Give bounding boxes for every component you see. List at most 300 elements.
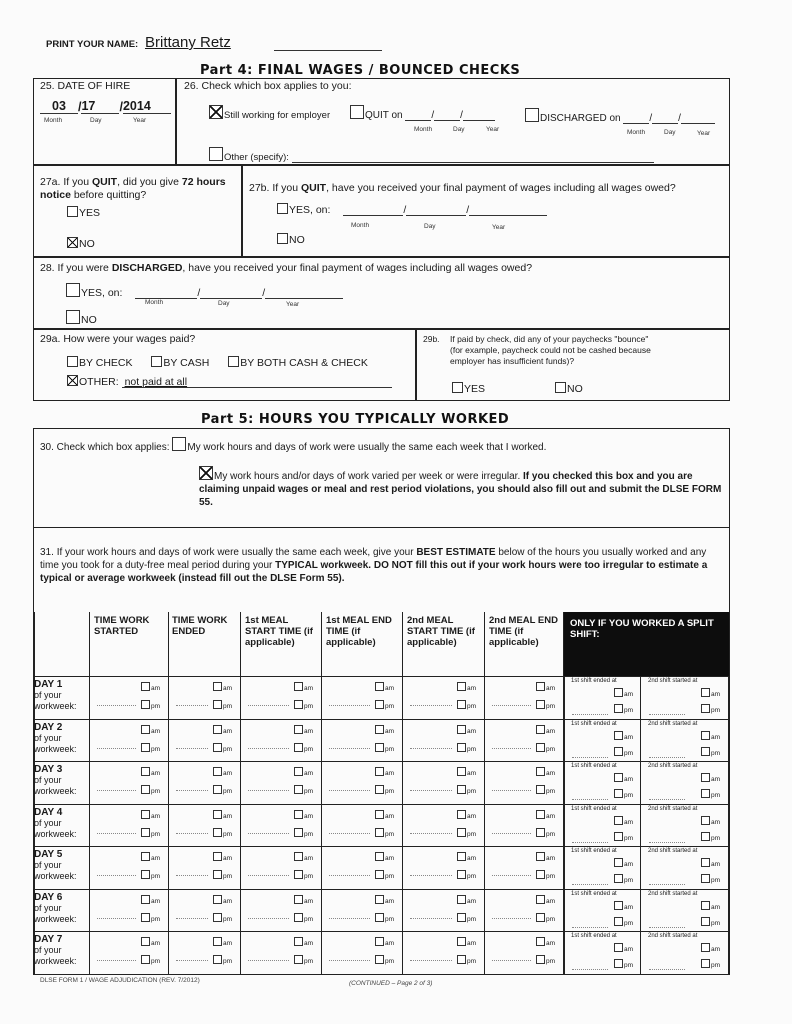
pm-option[interactable]	[141, 785, 160, 797]
by-cash-checkbox[interactable]	[151, 356, 162, 367]
time-input[interactable]	[329, 833, 370, 834]
pm-checkbox[interactable]	[375, 870, 384, 879]
am-checkbox[interactable]	[536, 725, 545, 734]
pm-checkbox[interactable]	[457, 828, 466, 837]
am-checkbox[interactable]	[294, 725, 303, 734]
am-option[interactable]	[294, 937, 313, 949]
pm-option[interactable]	[375, 913, 394, 925]
pm-checkbox[interactable]	[457, 743, 466, 752]
time-input[interactable]	[649, 799, 685, 800]
am-checkbox[interactable]	[375, 937, 384, 946]
pm-option[interactable]	[213, 955, 232, 967]
pm-option[interactable]	[536, 785, 555, 797]
am-option[interactable]	[457, 725, 476, 737]
am-option[interactable]	[294, 810, 313, 822]
pm-option[interactable]	[141, 743, 160, 755]
am-checkbox[interactable]	[614, 773, 623, 782]
discharged-year-field[interactable]	[681, 112, 715, 124]
pm-option[interactable]	[294, 785, 313, 797]
discharged-checkbox[interactable]	[525, 108, 539, 122]
pm-checkbox[interactable]	[375, 955, 384, 964]
pm-option[interactable]	[294, 828, 313, 840]
q26-other[interactable]	[209, 147, 654, 163]
q27a-yes[interactable]	[67, 206, 100, 219]
time-input[interactable]	[176, 918, 208, 919]
time-input[interactable]	[329, 748, 370, 749]
am-checkbox[interactable]	[701, 731, 710, 740]
time-input[interactable]	[649, 757, 685, 758]
am-checkbox[interactable]	[457, 725, 466, 734]
time-input[interactable]	[410, 960, 452, 961]
am-checkbox[interactable]	[375, 767, 384, 776]
pm-checkbox[interactable]	[213, 913, 222, 922]
time-input[interactable]	[248, 875, 289, 876]
discharged-month-field[interactable]	[623, 112, 649, 124]
am-checkbox[interactable]	[536, 810, 545, 819]
am-checkbox[interactable]	[614, 688, 623, 697]
am-checkbox[interactable]	[294, 767, 303, 776]
pm-option[interactable]	[701, 874, 720, 886]
pm-checkbox[interactable]	[457, 785, 466, 794]
time-input[interactable]	[176, 748, 208, 749]
am-checkbox[interactable]	[294, 810, 303, 819]
am-checkbox[interactable]	[701, 816, 710, 825]
am-checkbox[interactable]	[213, 682, 222, 691]
pm-checkbox[interactable]	[457, 870, 466, 879]
pm-option[interactable]	[701, 789, 720, 801]
still-working-checkbox[interactable]	[209, 105, 223, 119]
am-option[interactable]	[141, 937, 160, 949]
by-both-option[interactable]	[228, 357, 368, 369]
other-checkbox[interactable]	[209, 147, 223, 161]
am-option[interactable]	[614, 688, 633, 700]
am-checkbox[interactable]	[141, 810, 150, 819]
am-checkbox[interactable]	[536, 895, 545, 904]
q29b-no[interactable]	[555, 382, 583, 395]
pm-checkbox[interactable]	[701, 874, 710, 883]
time-input[interactable]	[97, 833, 136, 834]
am-checkbox[interactable]	[294, 682, 303, 691]
time-input[interactable]	[492, 875, 531, 876]
pm-option[interactable]	[701, 959, 720, 971]
am-checkbox[interactable]	[701, 901, 710, 910]
pm-checkbox[interactable]	[213, 785, 222, 794]
q26-still-working[interactable]	[209, 105, 330, 121]
am-checkbox[interactable]	[701, 858, 710, 867]
pm-option[interactable]	[141, 700, 160, 712]
am-checkbox[interactable]	[614, 901, 623, 910]
pm-option[interactable]	[614, 917, 633, 929]
pm-checkbox[interactable]	[614, 874, 623, 883]
q27a-yes-checkbox[interactable]	[67, 206, 78, 217]
pm-option[interactable]	[213, 700, 232, 712]
other-paid-checkbox[interactable]	[67, 375, 78, 386]
time-input[interactable]	[176, 875, 208, 876]
pm-option[interactable]	[536, 913, 555, 925]
am-checkbox[interactable]	[213, 725, 222, 734]
am-option[interactable]	[614, 901, 633, 913]
pm-option[interactable]	[536, 743, 555, 755]
am-option[interactable]	[536, 725, 555, 737]
pm-option[interactable]	[536, 955, 555, 967]
am-option[interactable]	[294, 852, 313, 864]
am-checkbox[interactable]	[701, 943, 710, 952]
pm-checkbox[interactable]	[457, 700, 466, 709]
am-option[interactable]	[536, 810, 555, 822]
time-input[interactable]	[176, 790, 208, 791]
am-option[interactable]	[375, 682, 394, 694]
time-input[interactable]	[572, 969, 608, 970]
pm-checkbox[interactable]	[614, 747, 623, 756]
q29a-other[interactable]	[67, 375, 392, 388]
pm-checkbox[interactable]	[614, 789, 623, 798]
time-input[interactable]	[649, 714, 685, 715]
pm-option[interactable]	[294, 870, 313, 882]
pm-option[interactable]	[213, 870, 232, 882]
time-input[interactable]	[492, 833, 531, 834]
time-input[interactable]	[329, 918, 370, 919]
pm-option[interactable]	[294, 700, 313, 712]
time-input[interactable]	[572, 842, 608, 843]
time-input[interactable]	[248, 790, 289, 791]
am-option[interactable]	[375, 767, 394, 779]
time-input[interactable]	[248, 918, 289, 919]
pm-checkbox[interactable]	[701, 959, 710, 968]
time-input[interactable]	[97, 705, 136, 706]
quit-day-field[interactable]	[434, 109, 460, 121]
pm-checkbox[interactable]	[536, 870, 545, 879]
pm-checkbox[interactable]	[294, 785, 303, 794]
q29b-yes[interactable]	[452, 382, 485, 395]
q27b-month-field[interactable]	[343, 204, 403, 216]
pm-checkbox[interactable]	[701, 747, 710, 756]
quit-month-field[interactable]	[405, 109, 431, 121]
q28-yes[interactable]: YES, on: / /	[66, 283, 343, 299]
am-option[interactable]	[213, 767, 232, 779]
pm-option[interactable]	[701, 747, 720, 759]
pm-checkbox[interactable]	[614, 959, 623, 968]
q28-month-field[interactable]	[135, 287, 197, 299]
am-option[interactable]	[701, 901, 720, 913]
time-input[interactable]	[248, 960, 289, 961]
pm-option[interactable]	[213, 828, 232, 840]
pm-option[interactable]	[375, 828, 394, 840]
am-checkbox[interactable]	[375, 852, 384, 861]
time-input[interactable]	[97, 748, 136, 749]
am-option[interactable]	[141, 682, 160, 694]
time-input[interactable]	[248, 833, 289, 834]
pm-option[interactable]	[701, 704, 720, 716]
am-option[interactable]	[614, 773, 633, 785]
pm-option[interactable]	[375, 870, 394, 882]
am-option[interactable]	[614, 858, 633, 870]
am-option[interactable]	[213, 810, 232, 822]
pm-checkbox[interactable]	[375, 785, 384, 794]
pm-checkbox[interactable]	[141, 700, 150, 709]
pm-option[interactable]	[294, 743, 313, 755]
am-option[interactable]	[375, 852, 394, 864]
pm-option[interactable]	[141, 955, 160, 967]
pm-option[interactable]	[375, 743, 394, 755]
other-specify-field[interactable]	[292, 151, 654, 163]
time-input[interactable]	[410, 875, 452, 876]
am-checkbox[interactable]	[141, 682, 150, 691]
pm-checkbox[interactable]	[536, 913, 545, 922]
am-checkbox[interactable]	[294, 852, 303, 861]
time-input[interactable]	[329, 960, 370, 961]
q28-no[interactable]	[66, 310, 97, 326]
other-paid-field[interactable]: not paid at all	[122, 376, 392, 388]
am-checkbox[interactable]	[213, 937, 222, 946]
time-input[interactable]	[410, 918, 452, 919]
time-input[interactable]	[492, 705, 531, 706]
am-checkbox[interactable]	[457, 810, 466, 819]
am-checkbox[interactable]	[701, 688, 710, 697]
pm-checkbox[interactable]	[213, 870, 222, 879]
am-option[interactable]	[213, 682, 232, 694]
q27b-yes-checkbox[interactable]	[277, 203, 288, 214]
q29b-yes-checkbox[interactable]	[452, 382, 463, 393]
pm-checkbox[interactable]	[294, 870, 303, 879]
discharged-day-field[interactable]	[652, 112, 678, 124]
am-option[interactable]	[457, 767, 476, 779]
pm-option[interactable]	[294, 913, 313, 925]
am-checkbox[interactable]	[457, 852, 466, 861]
pm-option[interactable]	[457, 785, 476, 797]
am-option[interactable]	[141, 852, 160, 864]
pm-option[interactable]	[141, 828, 160, 840]
quit-year-field[interactable]	[463, 109, 495, 121]
pm-option[interactable]	[457, 828, 476, 840]
am-checkbox[interactable]	[375, 725, 384, 734]
am-option[interactable]	[536, 937, 555, 949]
pm-checkbox[interactable]	[375, 828, 384, 837]
q29b-no-checkbox[interactable]	[555, 382, 566, 393]
q27b-year-field[interactable]	[469, 204, 547, 216]
am-option[interactable]	[457, 810, 476, 822]
time-input[interactable]	[572, 799, 608, 800]
am-option[interactable]	[536, 852, 555, 864]
pm-checkbox[interactable]	[213, 955, 222, 964]
pm-option[interactable]	[701, 832, 720, 844]
am-checkbox[interactable]	[375, 810, 384, 819]
pm-option[interactable]	[614, 832, 633, 844]
time-input[interactable]	[248, 748, 289, 749]
pm-checkbox[interactable]	[536, 785, 545, 794]
am-checkbox[interactable]	[375, 682, 384, 691]
time-input[interactable]	[97, 875, 136, 876]
pm-option[interactable]	[375, 955, 394, 967]
am-option[interactable]	[701, 773, 720, 785]
am-option[interactable]	[294, 895, 313, 907]
am-checkbox[interactable]	[614, 816, 623, 825]
time-input[interactable]	[492, 918, 531, 919]
time-input[interactable]	[492, 960, 531, 961]
am-option[interactable]	[536, 767, 555, 779]
pm-option[interactable]	[213, 743, 232, 755]
am-option[interactable]	[701, 731, 720, 743]
am-checkbox[interactable]	[141, 937, 150, 946]
time-input[interactable]	[410, 833, 452, 834]
time-input[interactable]	[649, 969, 685, 970]
time-input[interactable]	[97, 960, 136, 961]
pm-checkbox[interactable]	[614, 704, 623, 713]
time-input[interactable]	[572, 884, 608, 885]
by-check-option[interactable]	[67, 357, 133, 369]
am-checkbox[interactable]	[614, 858, 623, 867]
by-check-checkbox[interactable]	[67, 356, 78, 367]
am-checkbox[interactable]	[536, 937, 545, 946]
q30-varied-checkbox[interactable]	[199, 466, 213, 480]
q27a-no[interactable]	[67, 237, 95, 250]
pm-checkbox[interactable]	[701, 704, 710, 713]
hire-day-field[interactable]: 17	[81, 99, 119, 114]
am-checkbox[interactable]	[213, 767, 222, 776]
am-option[interactable]	[614, 943, 633, 955]
pm-checkbox[interactable]	[213, 743, 222, 752]
am-option[interactable]	[375, 810, 394, 822]
pm-option[interactable]	[375, 700, 394, 712]
pm-checkbox[interactable]	[294, 913, 303, 922]
pm-checkbox[interactable]	[141, 913, 150, 922]
time-input[interactable]	[329, 705, 370, 706]
am-option[interactable]	[457, 852, 476, 864]
pm-checkbox[interactable]	[294, 955, 303, 964]
am-checkbox[interactable]	[536, 852, 545, 861]
am-checkbox[interactable]	[536, 682, 545, 691]
time-input[interactable]	[97, 918, 136, 919]
am-checkbox[interactable]	[213, 895, 222, 904]
am-option[interactable]	[701, 816, 720, 828]
pm-option[interactable]	[294, 955, 313, 967]
q28-yes-checkbox[interactable]	[66, 283, 80, 297]
pm-checkbox[interactable]	[701, 789, 710, 798]
am-checkbox[interactable]	[213, 810, 222, 819]
pm-option[interactable]	[614, 874, 633, 886]
q27b-day-field[interactable]	[406, 204, 466, 216]
am-checkbox[interactable]	[141, 725, 150, 734]
q27b-no-checkbox[interactable]	[277, 233, 288, 244]
hire-month-field[interactable]: 03	[40, 99, 78, 114]
am-option[interactable]	[375, 895, 394, 907]
by-both-checkbox[interactable]	[228, 356, 239, 367]
hire-year-field[interactable]: 2014	[123, 99, 171, 114]
am-option[interactable]	[213, 725, 232, 737]
am-option[interactable]	[701, 943, 720, 955]
am-option[interactable]	[375, 725, 394, 737]
pm-checkbox[interactable]	[141, 870, 150, 879]
pm-checkbox[interactable]	[614, 832, 623, 841]
pm-option[interactable]	[457, 913, 476, 925]
time-input[interactable]	[649, 927, 685, 928]
by-cash-option[interactable]	[151, 357, 209, 369]
pm-option[interactable]	[614, 747, 633, 759]
am-option[interactable]	[457, 895, 476, 907]
time-input[interactable]	[248, 705, 289, 706]
q28-day-field[interactable]	[200, 287, 262, 299]
pm-option[interactable]	[457, 700, 476, 712]
time-input[interactable]	[410, 790, 452, 791]
time-input[interactable]	[176, 705, 208, 706]
pm-checkbox[interactable]	[701, 917, 710, 926]
pm-checkbox[interactable]	[375, 913, 384, 922]
am-checkbox[interactable]	[457, 767, 466, 776]
pm-checkbox[interactable]	[536, 955, 545, 964]
print-name-field[interactable]: Brittany Retz	[144, 34, 231, 51]
am-option[interactable]	[457, 937, 476, 949]
am-checkbox[interactable]	[294, 937, 303, 946]
pm-checkbox[interactable]	[536, 700, 545, 709]
am-option[interactable]	[536, 895, 555, 907]
q27a-no-checkbox[interactable]	[67, 237, 78, 248]
am-option[interactable]	[213, 852, 232, 864]
pm-option[interactable]	[614, 789, 633, 801]
pm-checkbox[interactable]	[213, 828, 222, 837]
am-checkbox[interactable]	[141, 895, 150, 904]
pm-checkbox[interactable]	[141, 828, 150, 837]
am-option[interactable]	[213, 895, 232, 907]
am-checkbox[interactable]	[457, 937, 466, 946]
pm-option[interactable]	[141, 913, 160, 925]
am-option[interactable]	[614, 816, 633, 828]
am-checkbox[interactable]	[294, 895, 303, 904]
am-option[interactable]	[141, 895, 160, 907]
pm-option[interactable]	[457, 870, 476, 882]
am-checkbox[interactable]	[614, 943, 623, 952]
time-input[interactable]	[329, 790, 370, 791]
am-checkbox[interactable]	[213, 852, 222, 861]
q26-discharged[interactable]: DISCHARGED on / /	[525, 108, 715, 124]
pm-checkbox[interactable]	[536, 743, 545, 752]
time-input[interactable]	[329, 875, 370, 876]
time-input[interactable]	[410, 748, 452, 749]
am-checkbox[interactable]	[141, 767, 150, 776]
am-option[interactable]	[536, 682, 555, 694]
pm-option[interactable]	[701, 917, 720, 929]
pm-option[interactable]	[614, 959, 633, 971]
pm-option[interactable]	[213, 785, 232, 797]
pm-checkbox[interactable]	[457, 955, 466, 964]
time-input[interactable]	[649, 842, 685, 843]
am-checkbox[interactable]	[457, 895, 466, 904]
pm-option[interactable]	[141, 870, 160, 882]
pm-option[interactable]	[375, 785, 394, 797]
am-option[interactable]	[614, 731, 633, 743]
pm-checkbox[interactable]	[213, 700, 222, 709]
am-option[interactable]	[294, 725, 313, 737]
am-option[interactable]	[213, 937, 232, 949]
am-option[interactable]	[701, 688, 720, 700]
time-input[interactable]	[176, 833, 208, 834]
am-option[interactable]	[375, 937, 394, 949]
am-option[interactable]	[457, 682, 476, 694]
am-option[interactable]	[294, 767, 313, 779]
pm-option[interactable]	[536, 700, 555, 712]
pm-option[interactable]	[536, 870, 555, 882]
time-input[interactable]	[492, 790, 531, 791]
am-checkbox[interactable]	[701, 773, 710, 782]
am-checkbox[interactable]	[614, 731, 623, 740]
pm-checkbox[interactable]	[375, 743, 384, 752]
pm-checkbox[interactable]	[141, 785, 150, 794]
am-checkbox[interactable]	[536, 767, 545, 776]
pm-checkbox[interactable]	[614, 917, 623, 926]
pm-checkbox[interactable]	[294, 700, 303, 709]
pm-checkbox[interactable]	[701, 832, 710, 841]
time-input[interactable]	[97, 790, 136, 791]
time-input[interactable]	[410, 705, 452, 706]
pm-checkbox[interactable]	[457, 913, 466, 922]
